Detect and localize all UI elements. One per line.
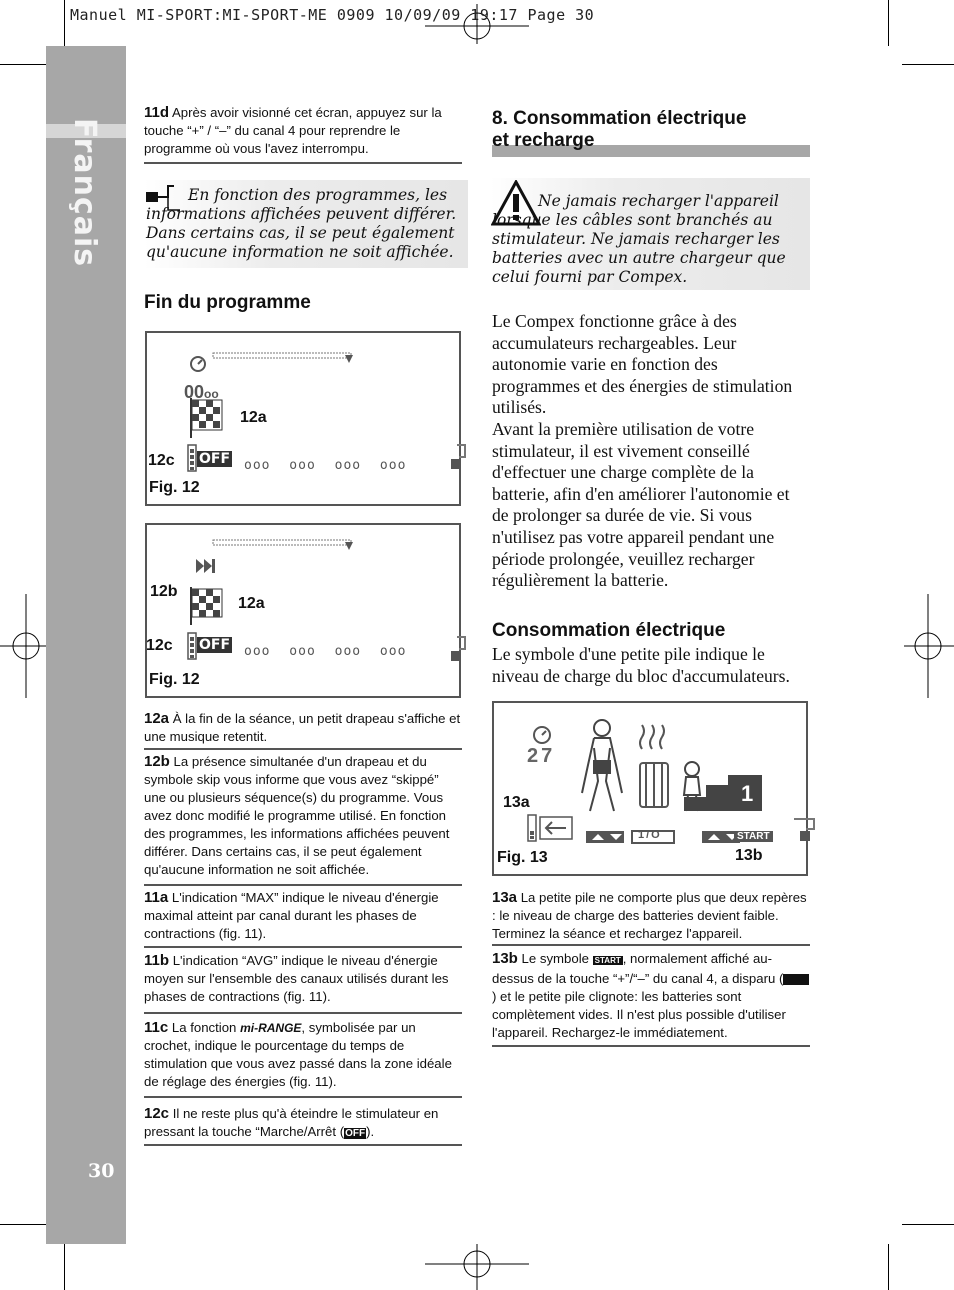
paragraph-11a: 11a L'indication “MAX” indique le niveau d'énergie maximal atteint par canal durant les phases de contractions (fig. 11). [144, 889, 439, 941]
language-label: Français [67, 118, 102, 268]
start-symbol: START [594, 956, 621, 965]
crop-mark [888, 1244, 889, 1290]
fig13-caption: Fig. 13 [497, 849, 548, 866]
side-tab [451, 445, 465, 469]
crop-mark [902, 1224, 954, 1225]
battery-icon [188, 633, 196, 659]
registration-mark [0, 594, 46, 698]
crop-mark [0, 64, 46, 65]
label-12c: 12c [146, 637, 173, 654]
timer-icon [191, 357, 205, 371]
registration-mark [904, 594, 954, 698]
label-12c: 12c [148, 452, 175, 469]
page-number: 30 [88, 1160, 115, 1182]
battery-icon [528, 815, 572, 841]
off-symbol: OFF [199, 637, 231, 653]
paragraph-11c: 11c La fonction mi-RANGE, symbolisée par un crochet, indique le pourcentage du temps de stimulation que vous avez passé dans la zone idéale de réglage des énergies (fig. 11). [144, 1019, 452, 1089]
text: Après avoir visionné cet écran, appuyez sur la touche “+” / “–” du canal 4 pour reprendre le programme où vous l'avez interrompu. [144, 105, 442, 156]
divider [144, 1144, 462, 1146]
divider [144, 1096, 462, 1098]
paragraph-11b: 11b L'indication “AVG” indique le niveau d'énergie moyen sur l'ensemble des canaux utilisés durant les phases de contractions (fig. 11). [144, 952, 449, 1004]
side-tab [451, 637, 465, 661]
paragraph-13a: 13a La petite pile ne comporte plus que deux repères : le niveau de charge des batteries devient faible. Terminez la séance et rechargez l'appareil. [492, 889, 807, 941]
divider [144, 162, 462, 164]
crop-mark [0, 1224, 46, 1225]
start-symbol: START [734, 831, 773, 842]
level-number: 1 [741, 781, 754, 806]
paragraph-12c: 12c Il ne reste plus qu'à éteindre le stimulateur en pressant la touche “Marche/Arrêt (OFF). [144, 1105, 439, 1139]
skip-icon [196, 559, 215, 573]
fig12-caption-1: Fig. 12 [149, 479, 200, 496]
fig12-display-1 [147, 333, 469, 501]
divider [492, 944, 810, 946]
side-tab [794, 819, 814, 841]
heat-icon [640, 725, 668, 807]
paragraph-12b: 12b La présence simultanée d'un drapeau et du symbole skip vous informe que vous avez “skippé” une ou plusieurs séquence(s) du programme. Vous avez donc modifié le programme utilisé. En fonction des programmes, les informations affichées peuvent différer. Dans certains cas, il se peut également qu'aucune information ne soit affichée. [144, 753, 450, 877]
timer-icon [534, 727, 550, 743]
flag-icon [191, 398, 222, 438]
print-header: Manuel MI-SPORT:MI-SPORT-ME 0909 10/09/09 19:17 Page 30 [70, 6, 595, 24]
channel-dots: ooo ooo ooo ooo [244, 458, 407, 473]
tag: 11d [144, 104, 170, 121]
label-13a: 13a [503, 794, 530, 811]
fig13-display [494, 703, 816, 871]
off-symbol: OFF [345, 1128, 366, 1139]
divider [144, 1012, 462, 1014]
blank-symbol [783, 974, 809, 985]
paragraph-premiere-utilisation: Avant la première utilisation de votre stimulateur, il est vivement conseillé d'effectuer une charge complète de la batterie, afin d'en améliorer l'autonomie et de prolonger sa durée de vie. Si vous n'utilisez pas votre appareil pendant une période prolongée, veuillez recharger régulièrement la batterie. [492, 419, 790, 591]
label-12a: 12a [238, 595, 265, 612]
section-title-line1: 8. Consommation électrique [492, 108, 747, 129]
divider [144, 748, 462, 750]
divider [144, 884, 462, 886]
crop-mark [64, 0, 65, 46]
label-12a: 12a [240, 409, 267, 426]
paragraph-12a: 12a À la fin de la séance, un petit drapeau s'affiche et une musique retentit. [144, 710, 461, 744]
fig12-caption-2: Fig. 12 [149, 671, 200, 688]
body-figure-icon [582, 720, 622, 811]
crop-mark [64, 1244, 65, 1290]
section-title-line2: et recharge [492, 130, 595, 151]
crop-mark [888, 0, 889, 46]
flag-icon [191, 587, 222, 625]
timer-digits: 27 [527, 745, 556, 767]
warning-text: Ne jamais recharger l'appareil lorsque les câbles sont branchés au stimulateur. Ne jamais recharger les batteries avec un autre chargeur que celui fourni par Compex. [492, 192, 786, 286]
divider [144, 946, 462, 948]
paragraph-pile: Le symbole d'une petite pile indique le niveau de charge du bloc d'accumulateurs. [492, 644, 790, 686]
off-symbol: OFF [199, 451, 231, 467]
mi-range-logo: mi-RANGE [240, 1021, 302, 1035]
paragraph-13b: 13b Le symbole START , normalement affiché au-dessus de la touche “+”/“–” du canal 4, a disparu () et le petite pile clignote: les batteries sont complètement vides. Il n'est plus possible d'utiliser l'appareil. Rechargez-le immédiatement. [492, 950, 810, 1042]
section-title-fin: Fin du programme [144, 292, 311, 313]
battery-icon [188, 445, 196, 471]
subsection-title: Consommation électrique [492, 620, 726, 641]
timer-digits: 00oo [184, 382, 219, 402]
crop-mark [902, 64, 954, 65]
label-13b: 13b [735, 847, 763, 864]
registration-mark [425, 1244, 529, 1290]
fig12-display-2 [147, 525, 469, 693]
label-12b: 12b [150, 583, 178, 600]
divider [492, 1045, 810, 1047]
paragraph-11d [144, 104, 462, 158]
info-note: En fonction des programmes, les informations affichées peuvent différer. Dans certains cas, il se peut également qu'aucune information ne soit affichée. [146, 186, 457, 261]
onoff-symbol: 1/O [638, 829, 662, 841]
channel-dots: ooo ooo ooo ooo [244, 644, 407, 659]
paragraph-accumulateurs: Le Compex fonctionne grâce à des accumulateurs rechargeables. Leur autonomie varie en fonction des programmes et des énergies de stimulation utilisés. [492, 311, 793, 418]
language-tab [62, 118, 122, 268]
